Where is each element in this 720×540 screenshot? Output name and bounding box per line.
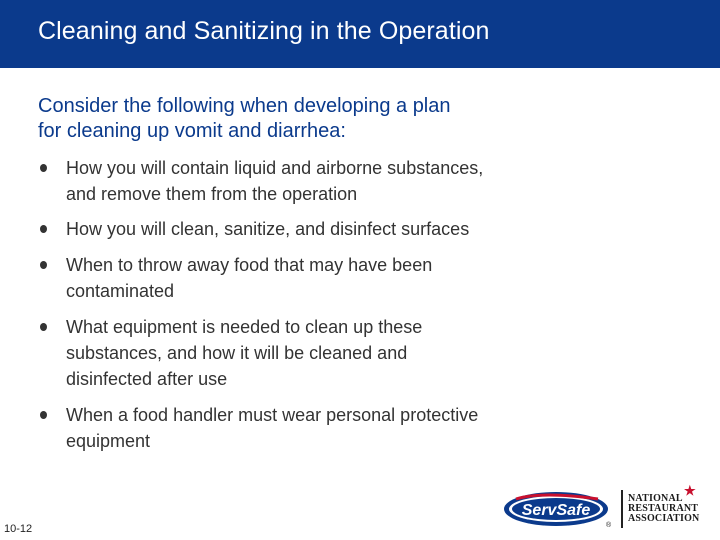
bullet-line: equipment (66, 431, 151, 451)
intro-line: Consider the following when developing a plan (38, 95, 451, 117)
logo-divider (621, 490, 623, 528)
list-item (38, 402, 598, 454)
bullet-dot-icon (40, 261, 47, 269)
bullet-line: When to throw away food that may have been (66, 255, 433, 275)
bullet-line: contaminated (66, 281, 175, 301)
bullet-line: How you will clean, sanitize, and disinfect surfaces (66, 219, 470, 239)
servsafe-logo (502, 487, 614, 531)
servsafe-logo-text: ServSafe (521, 502, 591, 519)
bullet-dot-icon (40, 225, 47, 233)
bullet-line: and remove them from the operation (66, 184, 358, 204)
intro-text (38, 94, 638, 144)
bullet-line: When a food handler must wear personal protective (66, 405, 479, 425)
nra-logo-line: ASSOCIATION (628, 513, 700, 524)
list-item (38, 155, 598, 207)
registered-mark: ® (606, 522, 612, 529)
title-bar (0, 0, 720, 68)
bullet-list (38, 155, 598, 454)
bullet-line: substances, and how it will be cleaned and (66, 343, 408, 363)
bullet-dot-icon (40, 411, 47, 419)
slide-title: Cleaning and Sanitizing in the Operation (38, 17, 490, 45)
list-item (38, 252, 598, 304)
intro-line: for cleaning up vomit and diarrhea: (38, 120, 346, 142)
nra-logo-line: NATIONAL (628, 493, 683, 504)
nra-logo (628, 483, 714, 524)
nra-logo-line: RESTAURANT (628, 503, 699, 514)
list-item (38, 314, 598, 392)
bullet-dot-icon (40, 323, 47, 331)
bullet-dot-icon (40, 164, 47, 172)
nra-star-icon: ★ (684, 483, 696, 498)
slide-number: 10-12 (4, 523, 33, 535)
bullet-line: disinfected after use (66, 369, 228, 389)
list-item (38, 216, 598, 242)
bullet-line: How you will contain liquid and airborne substances, (66, 158, 484, 178)
bullet-line: What equipment is needed to clean up these (66, 317, 423, 337)
